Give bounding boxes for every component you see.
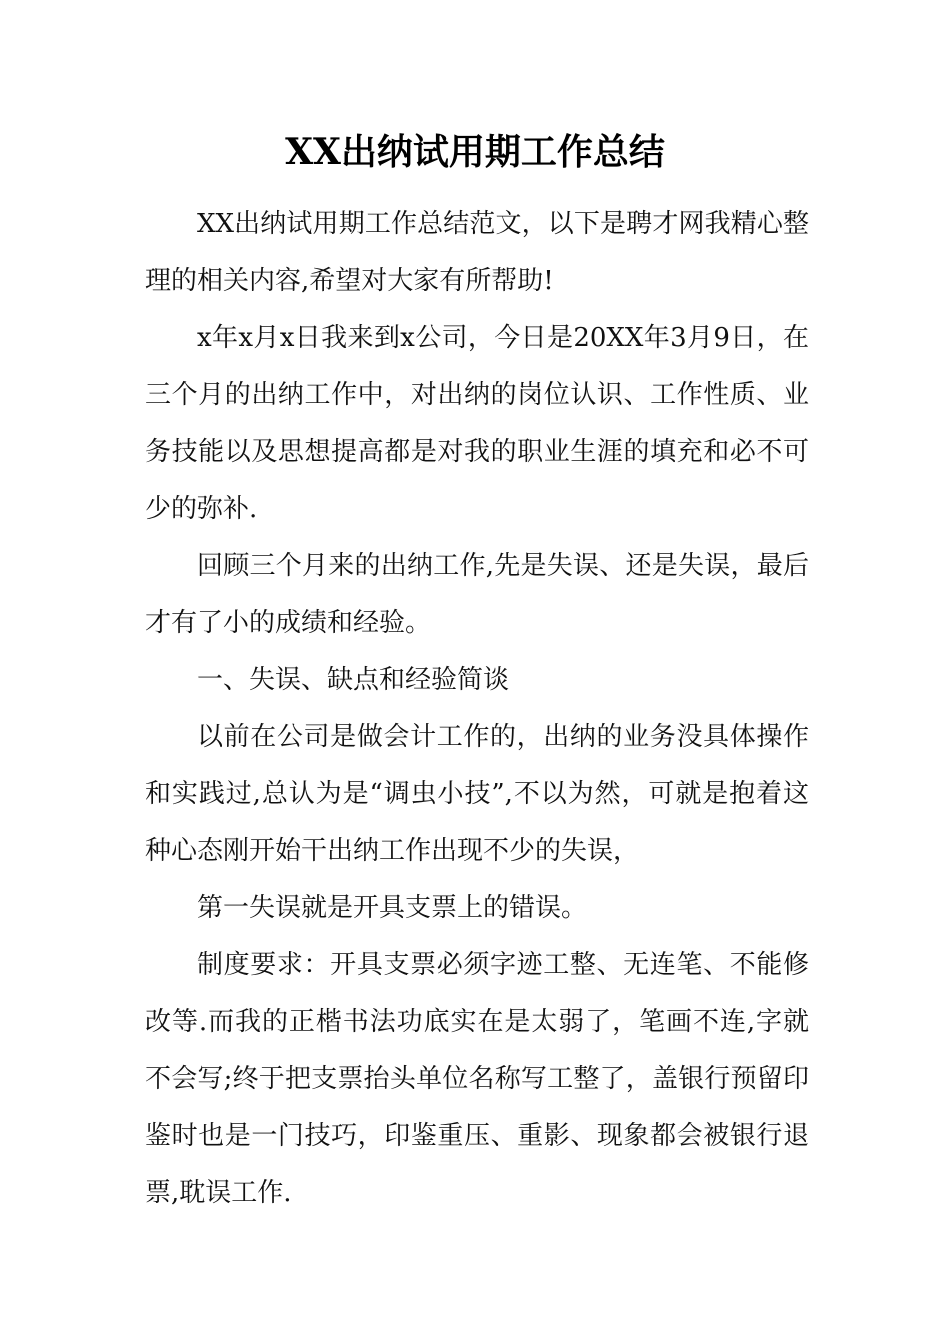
document-title: XX出纳试用期工作总结 <box>285 131 665 173</box>
paragraph-cheque-rules: 制度要求：开具支票必须字迹工整、无连笔、不能修改等.而我的正楷书法功底实在是太弱了，笔画不连,字就不会写;终于把支票抬头单位名称写工整了，盖银行预留印鉴时也是一门技巧，印鉴重压、重影、现象都会被银行退票,耽误工作. <box>145 950 809 1208</box>
paragraph-review: 回顾三个月来的出纳工作,先是失误、还是失误，最后才有了小的成绩和经验。 <box>145 551 809 638</box>
paragraph-intro: XX出纳试用期工作总结范文，以下是聘才网我精心整理的相关内容,希望对大家有所帮助! <box>145 209 809 296</box>
paragraph-background: 以前在公司是做会计工作的，出纳的业务没具体操作和实践过,总认为是“调虫小技”,不以为然，可就是抱着这种心态刚开始干出纳工作出现不少的失误， <box>145 722 809 866</box>
section-heading-mistakes: 一、失误、缺点和经验简谈 <box>197 665 510 695</box>
paragraph-first-mistake: 第一失误就是开具支票上的错误。 <box>197 893 588 923</box>
document-body <box>145 196 809 1222</box>
paragraph-arrival: x年x月x日我来到x公司，今日是20XX年3月9日，在三个月的出纳工作中，对出纳的岗位认识、工作性质、业务技能以及思想提高都是对我的职业生涯的填充和必不可少的弥补. <box>145 323 809 524</box>
